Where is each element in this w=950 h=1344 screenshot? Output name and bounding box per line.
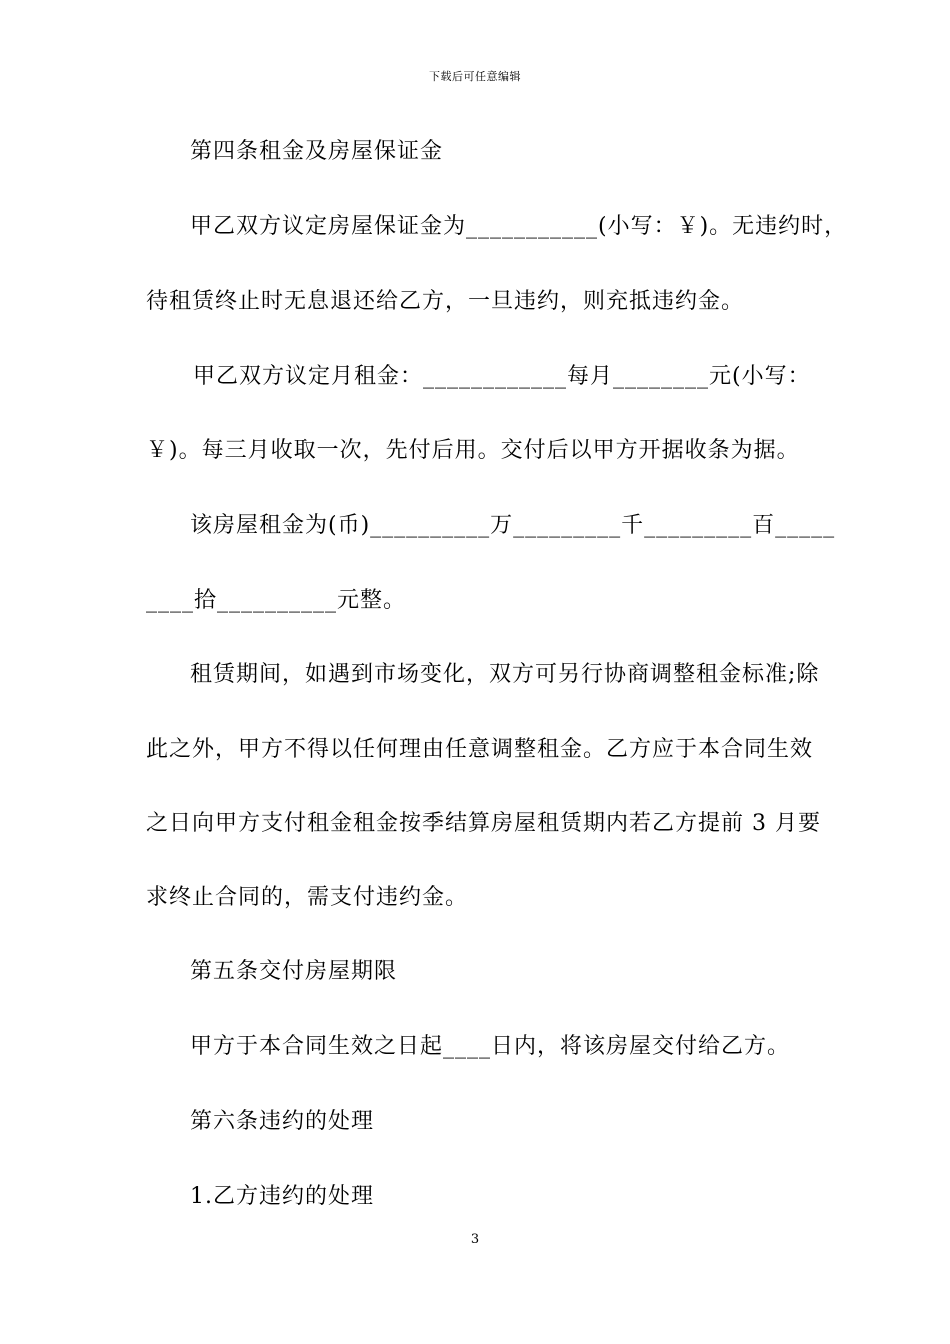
paragraph-line: ￥)。每三月收取一次，先付后用。交付后以甲方开据收条为据。 — [146, 438, 800, 463]
subsection-heading: 1.乙方违约的处理 — [190, 1184, 374, 1209]
paragraph-line: 甲乙双方议定月租金：____________每月________元(小写： — [193, 364, 811, 389]
paragraph-line: 待租赁终止时无息退还给乙方，一旦违约，则充抵违约金。 — [146, 289, 745, 314]
section-heading-breach: 第六条违约的处理 — [190, 1109, 375, 1134]
section-heading-rent-deposit: 第四条租金及房屋保证金 — [190, 139, 444, 164]
paragraph-line: 甲方于本合同生效之日起____日内，将该房屋交付给乙方。 — [190, 1034, 791, 1059]
paragraph-line: ____拾__________元整。 — [146, 588, 407, 613]
paragraph-line: 甲乙双方议定房屋保证金为___________(小写：￥)。无违约时， — [190, 214, 848, 239]
paragraph-line: 该房屋租金为(币)__________万_________千_________百_____ — [190, 513, 836, 538]
header-note: 下载后可任意编辑 — [429, 70, 521, 83]
page-number: 3 — [470, 1232, 480, 1247]
paragraph-line: 求终止合同的，需支付违约金。 — [146, 885, 469, 910]
paragraph-line: 此之外，甲方不得以任何理由任意调整租金。乙方应于本合同生效 — [146, 737, 814, 762]
section-heading-handover: 第五条交付房屋期限 — [190, 959, 398, 984]
paragraph-line: 租赁期间，如遇到市场变化，双方可另行协商调整租金标准;除 — [190, 662, 820, 687]
paragraph-line: 之日向甲方支付租金租金按季结算房屋租赁期内若乙方提前 3 月要 — [146, 811, 821, 836]
